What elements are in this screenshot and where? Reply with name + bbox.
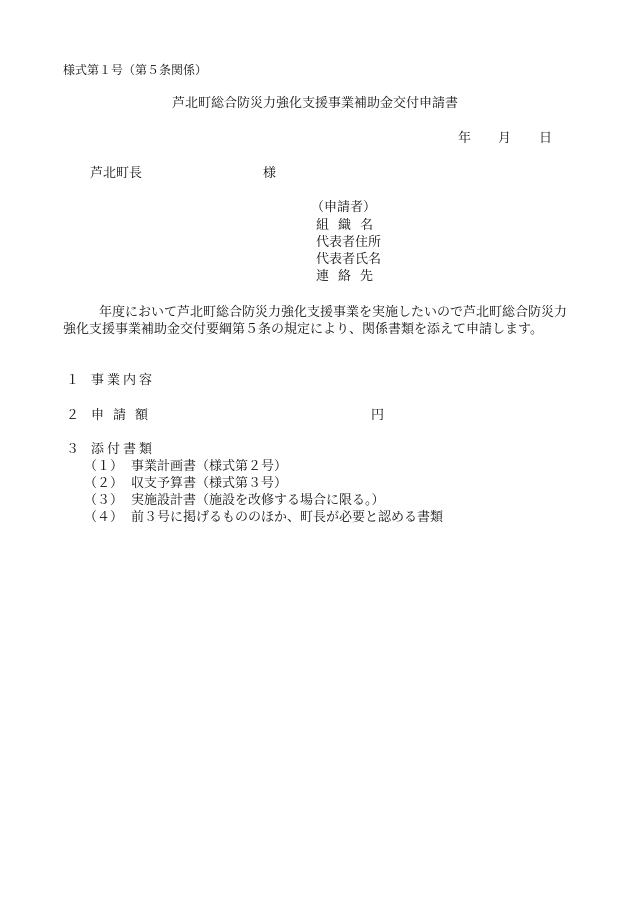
contact-label: 連絡先 (316, 269, 383, 284)
honorific: 様 (263, 166, 277, 181)
representative-name-label: 代表者氏名 (316, 252, 382, 267)
representative-address-label: 代表者住所 (316, 235, 382, 250)
attachment-item: 事業計画書（様式第２号） (131, 459, 288, 474)
attachment-number: （１） (84, 459, 124, 474)
date-year-label: 年 (458, 131, 472, 146)
form-number: 様式第１号（第５条関係） (63, 63, 208, 77)
attachment-number: （４） (84, 510, 124, 525)
attachment-item: 実施設計書（施設を改修する場合に限る。） (131, 493, 385, 508)
organization-label: 組織名 (316, 218, 383, 233)
applicant-heading: （申請者） (311, 200, 377, 215)
attachment-item: 前３号に掲げるもののほか、町長が必要と認める書類 (131, 510, 444, 525)
attachment-number: （３） (84, 493, 124, 508)
attachment-number: （２） (84, 476, 124, 491)
body-paragraph: 年度において芦北町総合防災力強化支援事業を実施したいので芦北町総合防災力強化支援事業補助金交付要綱第５条の規定により、関係書類を添えて申請します。 (63, 305, 568, 337)
date-day-label: 日 (539, 131, 553, 146)
recipient: 芦北町長 (90, 166, 143, 181)
currency-unit: 円 (371, 408, 385, 423)
section-number: ３ (66, 442, 80, 457)
section-number: １ (66, 373, 80, 388)
section-title-attachments: 添付書類 (91, 442, 156, 457)
attachment-item: 収支予算書（様式第３号） (131, 476, 288, 491)
section-title-amount: 申請額 (91, 408, 158, 423)
section-title-business: 事業内容 (91, 373, 156, 388)
document-title: 芦北町総合防災力強化支援事業補助金交付申請書 (171, 96, 458, 111)
date-month-label: 月 (498, 131, 512, 146)
section-number: ２ (66, 408, 80, 423)
